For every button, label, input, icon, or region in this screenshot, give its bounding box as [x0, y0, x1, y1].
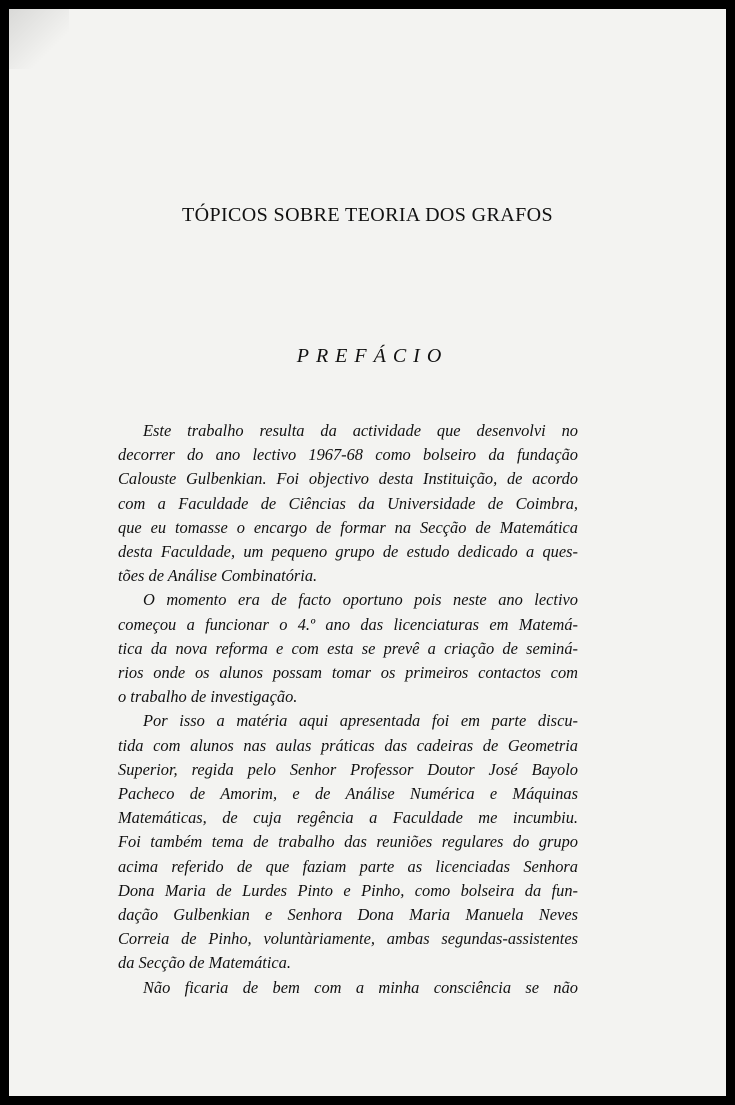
text-line: tica da nova reforma e com esta se prevê a criação de seminá-: [118, 638, 578, 658]
text-line: dação Gulbenkian e Senhora Dona Maria Manuela Neves: [118, 905, 578, 925]
text-line: Superior, regida pelo Senhor Professor Doutor José Bayolo: [118, 759, 578, 779]
paragraph-2: [118, 588, 578, 709]
text-line: O momento era de facto oportuno pois neste ano lectivo: [143, 590, 578, 610]
text-line: com a Faculdade de Ciências da Universidade de Coimbra,: [118, 493, 578, 513]
preface-body: [118, 419, 578, 1000]
paragraph-1: [118, 419, 578, 588]
text-line: tões de Análise Combinatória.: [118, 566, 318, 586]
text-line: que eu tomasse o encargo de formar na Secção de Matemática: [118, 517, 578, 537]
text-line: Não ficaria de bem com a minha consciência se não: [143, 977, 578, 997]
text-line: decorrer do ano lectivo 1967-68 como bolseiro da fundação: [118, 445, 578, 465]
paragraph-3: [118, 709, 578, 975]
text-line: Correia de Pinho, voluntàriamente, ambas segundas-assistentes: [118, 929, 578, 949]
text-line: desta Faculdade, um pequeno grupo de estudo dedicado a ques-: [118, 542, 578, 562]
text-line: Matemáticas, de cuja regência a Faculdade me incumbiu.: [118, 808, 578, 828]
document-page: [9, 9, 726, 1096]
text-line: Calouste Gulbenkian. Foi objectivo desta Instituição, de acordo: [118, 469, 578, 489]
text-line: Por isso a matéria aqui apresentada foi em parte discu-: [143, 711, 578, 731]
text-line: Pacheco de Amorim, e de Análise Numérica e Máquinas: [118, 784, 578, 804]
text-line: acima referido de que faziam parte as licenciadas Senhora: [118, 856, 578, 876]
text-line: o trabalho de investigação.: [118, 687, 298, 707]
text-line: Este trabalho resulta da actividade que desenvolvi no: [143, 421, 578, 440]
text-line: da Secção de Matemática.: [118, 953, 291, 973]
paragraph-4: [118, 976, 578, 1000]
section-heading: PREFÁCIO: [296, 345, 449, 367]
text-line: Foi também tema de trabalho das reuniões regulares do grupo: [118, 832, 578, 852]
document-title: TÓPICOS SOBRE TEORIA DOS GRAFOS: [182, 204, 553, 226]
text-line: rios onde os alunos possam tomar os primeiros contactos com: [118, 663, 578, 683]
text-line: começou a funcionar o 4.º ano das licenciaturas em Matemá-: [118, 614, 578, 634]
text-line: tida com alunos nas aulas práticas das cadeiras de Geometria: [118, 735, 578, 755]
text-line: Dona Maria de Lurdes Pinto e Pinho, como bolseira da fun-: [118, 880, 578, 900]
